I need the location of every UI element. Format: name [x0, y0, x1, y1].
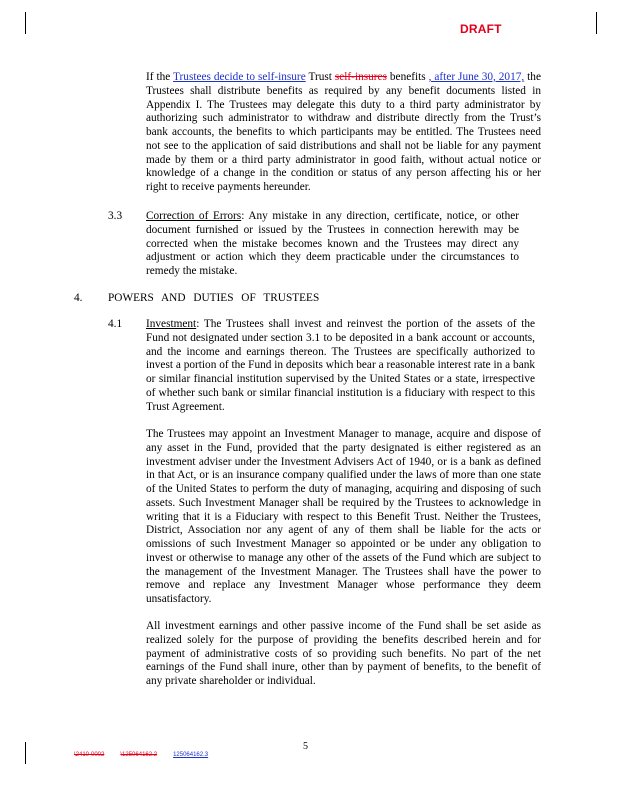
section-4-1-text: The Trustees shall invest and reinvest the portion of the assets of the Fund not designated under section 3.1 to be deposited in a bank account or accounts, and the income and earnings thereon. The Trustees are specifically authorized to invest a portion of the Fund in deposits which bear a reasonable interest rate in a bank or similar financial institution supervised by the United States or a state, irrespective of whether such bank or similar financial institution is a fiduciary with respect to this Trust Agreement.	[146, 318, 535, 413]
change-bar-bottom-left	[25, 742, 26, 764]
text-section-3-2-rest: the Trustees shall distribute benefits as required by any benefit documents listed in Appendix I. The Trustees may delegate this duty to a third party administrator by authorizing such administrator to withdraw and distribute directly from the Trust’s bank accounts, the benefits to which participants may be entitled. The Trustees need not see to the application of said distributions and shall not be liable for any payment made by them or a third party administrator in good faith, without actual notice or knowledge of a change in the condition or status of any person affecting his or her right to receive payments hereunder.	[146, 71, 541, 193]
change-bar-top-right	[596, 12, 597, 34]
section-4-number: 4.	[74, 292, 83, 304]
draft-watermark-label: DRAFT	[460, 22, 502, 36]
footer-doc-id-deleted-2: \125064162.2	[120, 752, 158, 758]
footer-document-ids	[74, 752, 224, 758]
investment-earnings-paragraph: All investment earnings and other passive income of the Fund shall be set aside as realized solely for the purpose of providing the benefits described herein and for payment of administrative costs of so providing such benefits. No part of the net earnings of the Fund shall inure, other than by payment of benefits, to the benefit of any private shareholder or individual.	[146, 620, 541, 687]
footer-doc-id-inserted: 125064162.3	[173, 752, 209, 758]
section-3-2-continued-paragraph	[146, 71, 541, 195]
section-3-3-separator: :	[241, 210, 249, 222]
footer-doc-id-deleted-1: \2410-0002	[74, 752, 105, 758]
text-benefits: benefits	[386, 71, 429, 83]
text-trust: Trust	[305, 71, 335, 83]
section-3-3-text: Any mistake in any direction, certificate, notice, or other document furnished or issued by the Trustees in connection herewith may be corrected when the mistake becomes known and the Trustees may direct any adjustment or action which they deem practicable under the circumstances to remedy the mistake.	[146, 210, 519, 277]
text-if-the: If the	[146, 71, 174, 83]
section-3-3-heading: Correction of Errors	[146, 210, 242, 222]
section-4-1-separator: :	[196, 318, 204, 330]
change-bar-top-left	[25, 12, 26, 34]
section-3-3-paragraph	[146, 210, 519, 279]
section-3-3-number: 3.3	[108, 210, 123, 222]
inserted-text-date: , after June 30, 2017,	[428, 71, 525, 83]
section-4-1-heading: Investment	[146, 318, 197, 330]
section-4-1-paragraph	[146, 318, 535, 414]
deleted-text-self-insures: self-insures	[334, 71, 387, 83]
section-4-1-number: 4.1	[108, 318, 123, 330]
inserted-text-self-insure: Trustees decide to self-insure	[173, 71, 306, 83]
page-number: 5	[303, 741, 308, 752]
section-4-title: POWERS AND DUTIES OF TRUSTEES	[108, 292, 320, 304]
investment-manager-paragraph: The Trustees may appoint an Investment Manager to manage, acquire and dispose of any asset in the Fund, provided that the party designated is either registered as an investment adviser under the Investment Advisers Act of 1940, or is a bank as defined in that Act, or is an insurance company qualified under the laws of more than one state of the United States to perform the duty of managing, acquiring and disposing of such assets. Such Investment Manager shall be required by the Trustees to acknowledge in writing that it is a Fiduciary with respect to this Benefit Trust. Neither the Trustees, District, Association nor any agent of any of them shall be liable for the acts or omissions of such Investment Manager so appointed or be under any obligation to invest or otherwise to manage any other of the assets of the Fund which are subject to the management of the Investment Manager. The Trustees shall have the power to remove and replace any Investment Manager whose performance they deem unsatisfactory.	[146, 428, 541, 605]
